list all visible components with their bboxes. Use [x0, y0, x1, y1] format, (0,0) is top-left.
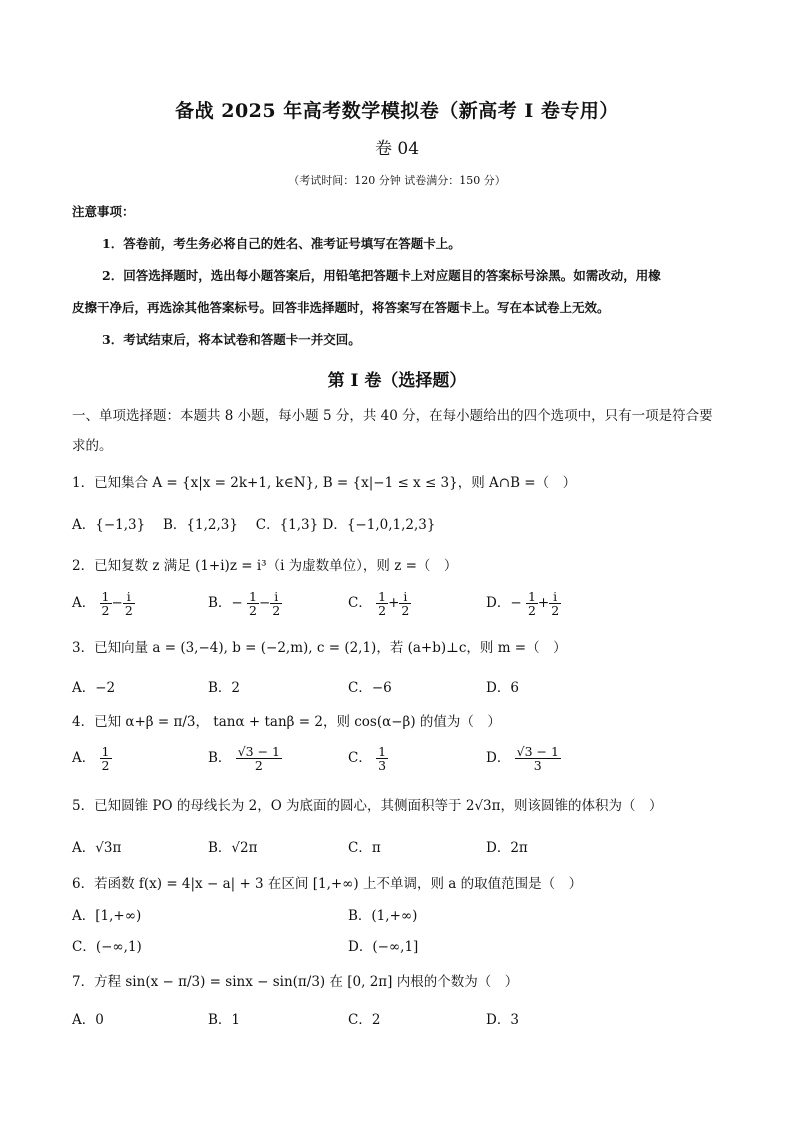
notice-item-1: 1．答卷前，考生务必将自己的姓名、准考证号填写在答题卡上。 [102, 236, 461, 251]
question-5-option-d: D．2π [486, 840, 528, 856]
question-7-option-d: D．3 [486, 1012, 519, 1028]
question-4-option-d: D． $\frac{√3 - 1}{3}$ [486, 744, 559, 774]
notice-heading: 注意事项： [72, 204, 135, 219]
question-5-option-c: C．π [348, 840, 381, 856]
notice-item-3: 3．考试结束后，将本试卷和答题卡一并交回。 [102, 332, 361, 347]
notice-item-2a: 2．回答选择题时，选出每小题答案后，用铅笔把答题卡上对应题目的答案标号涂黑。如需改动，用橡 [102, 268, 661, 283]
question-3-option-b: B．2 [208, 680, 241, 696]
section-intro-b: 求的。 [72, 438, 113, 454]
question-2-option-d: D．− $\frac{1}{2}$ + $\frac{i}{2}$ [486, 589, 560, 619]
notice-item-2b: 皮擦干净后，再选涂其他答案标号。回答非选择题时，将答案写在答题卡上。写在本试卷上无效。 [72, 300, 610, 315]
question-4-stem: 4．已知 α+β = π/3， tanα + tanβ = 2，则 cos(α−β) 的值为（ ） [72, 714, 501, 730]
question-7-stem: 7．方程 sin(x − π/3) = sinx − sin(π/3) 在 [0, 2π] 内根的个数为（ ） [72, 974, 519, 990]
question-2-stem: 2．已知复数 z 满足 (1+i)z = i³（i 为虚数单位），则 z =（ ） [72, 558, 458, 574]
paper-volume: 卷 04 [374, 139, 420, 159]
question-3-stem: 3．已知向量 a = (3,−4), b = (−2,m), c = (2,1)，若 (a+b)⊥c，则 m =（ ） [72, 640, 567, 656]
question-2-option-a: A． $\frac{1}{2}$ − $\frac{i}{2}$ [72, 589, 133, 619]
section-intro-a: 一、单项选择题：本题共 8 小题，每小题 5 分，共 40 分，在每小题给出的四个选项中，只有一项是符合要 [72, 408, 713, 424]
question-2-option-c: C． $\frac{1}{2}$ + $\frac{i}{2}$ [348, 589, 410, 619]
question-6-option-b: B．(1,+∞) [348, 908, 418, 924]
question-7-option-b: B．1 [208, 1012, 241, 1028]
question-6-option-c: C．(−∞,1) [72, 939, 142, 955]
question-3-option-d: D．6 [486, 680, 519, 696]
question-5-option-a: A．√3π [72, 840, 122, 856]
question-4-option-a: A． $\frac{1}{2}$ [72, 744, 110, 774]
question-6-option-d: D．(−∞,1] [348, 939, 419, 955]
question-5-option-b: B．√2π [208, 840, 258, 856]
question-3-option-c: C．−6 [348, 680, 392, 696]
question-1-options: A．{−1,3} B．{1,2,3} C．{1,3} D．{−1,0,1,2,3} [72, 517, 436, 533]
section-title: 第 I 卷（选择题） [327, 371, 467, 391]
question-6-option-a: A．[1,+∞) [72, 908, 142, 924]
question-5-stem: 5．已知圆锥 PO 的母线长为 2，O 为底面的圆心，其侧面积等于 2√3π，则该圆锥的体积为（ ） [72, 798, 663, 814]
question-4-option-b: B． $\frac{√3 - 1}{2}$ [208, 744, 281, 774]
question-7-option-c: C．2 [348, 1012, 381, 1028]
question-2-option-b: B．− $\frac{1}{2}$ − $\frac{i}{2}$ [208, 589, 281, 619]
question-3-option-a: A．−2 [72, 680, 116, 696]
question-4-option-c: C． $\frac{1}{3}$ [348, 744, 387, 774]
question-7-option-a: A．0 [72, 1012, 104, 1028]
paper-title: 备战 2025 年高考数学模拟卷（新高考 I 卷专用） [175, 100, 619, 122]
exam-info: （考试时间：120 分钟 试卷满分：150 分） [288, 174, 506, 187]
question-6-stem: 6．若函数 f(x) = 4|x − a| + 3 在区间 [1,+∞) 上不单调，则 a 的取值范围是（ ） [72, 876, 583, 892]
question-1-stem: 1．已知集合 A = {x|x = 2k+1, k∈N}, B = {x|−1 ≤ x ≤ 3}，则 A∩B =（ ） [72, 475, 577, 491]
